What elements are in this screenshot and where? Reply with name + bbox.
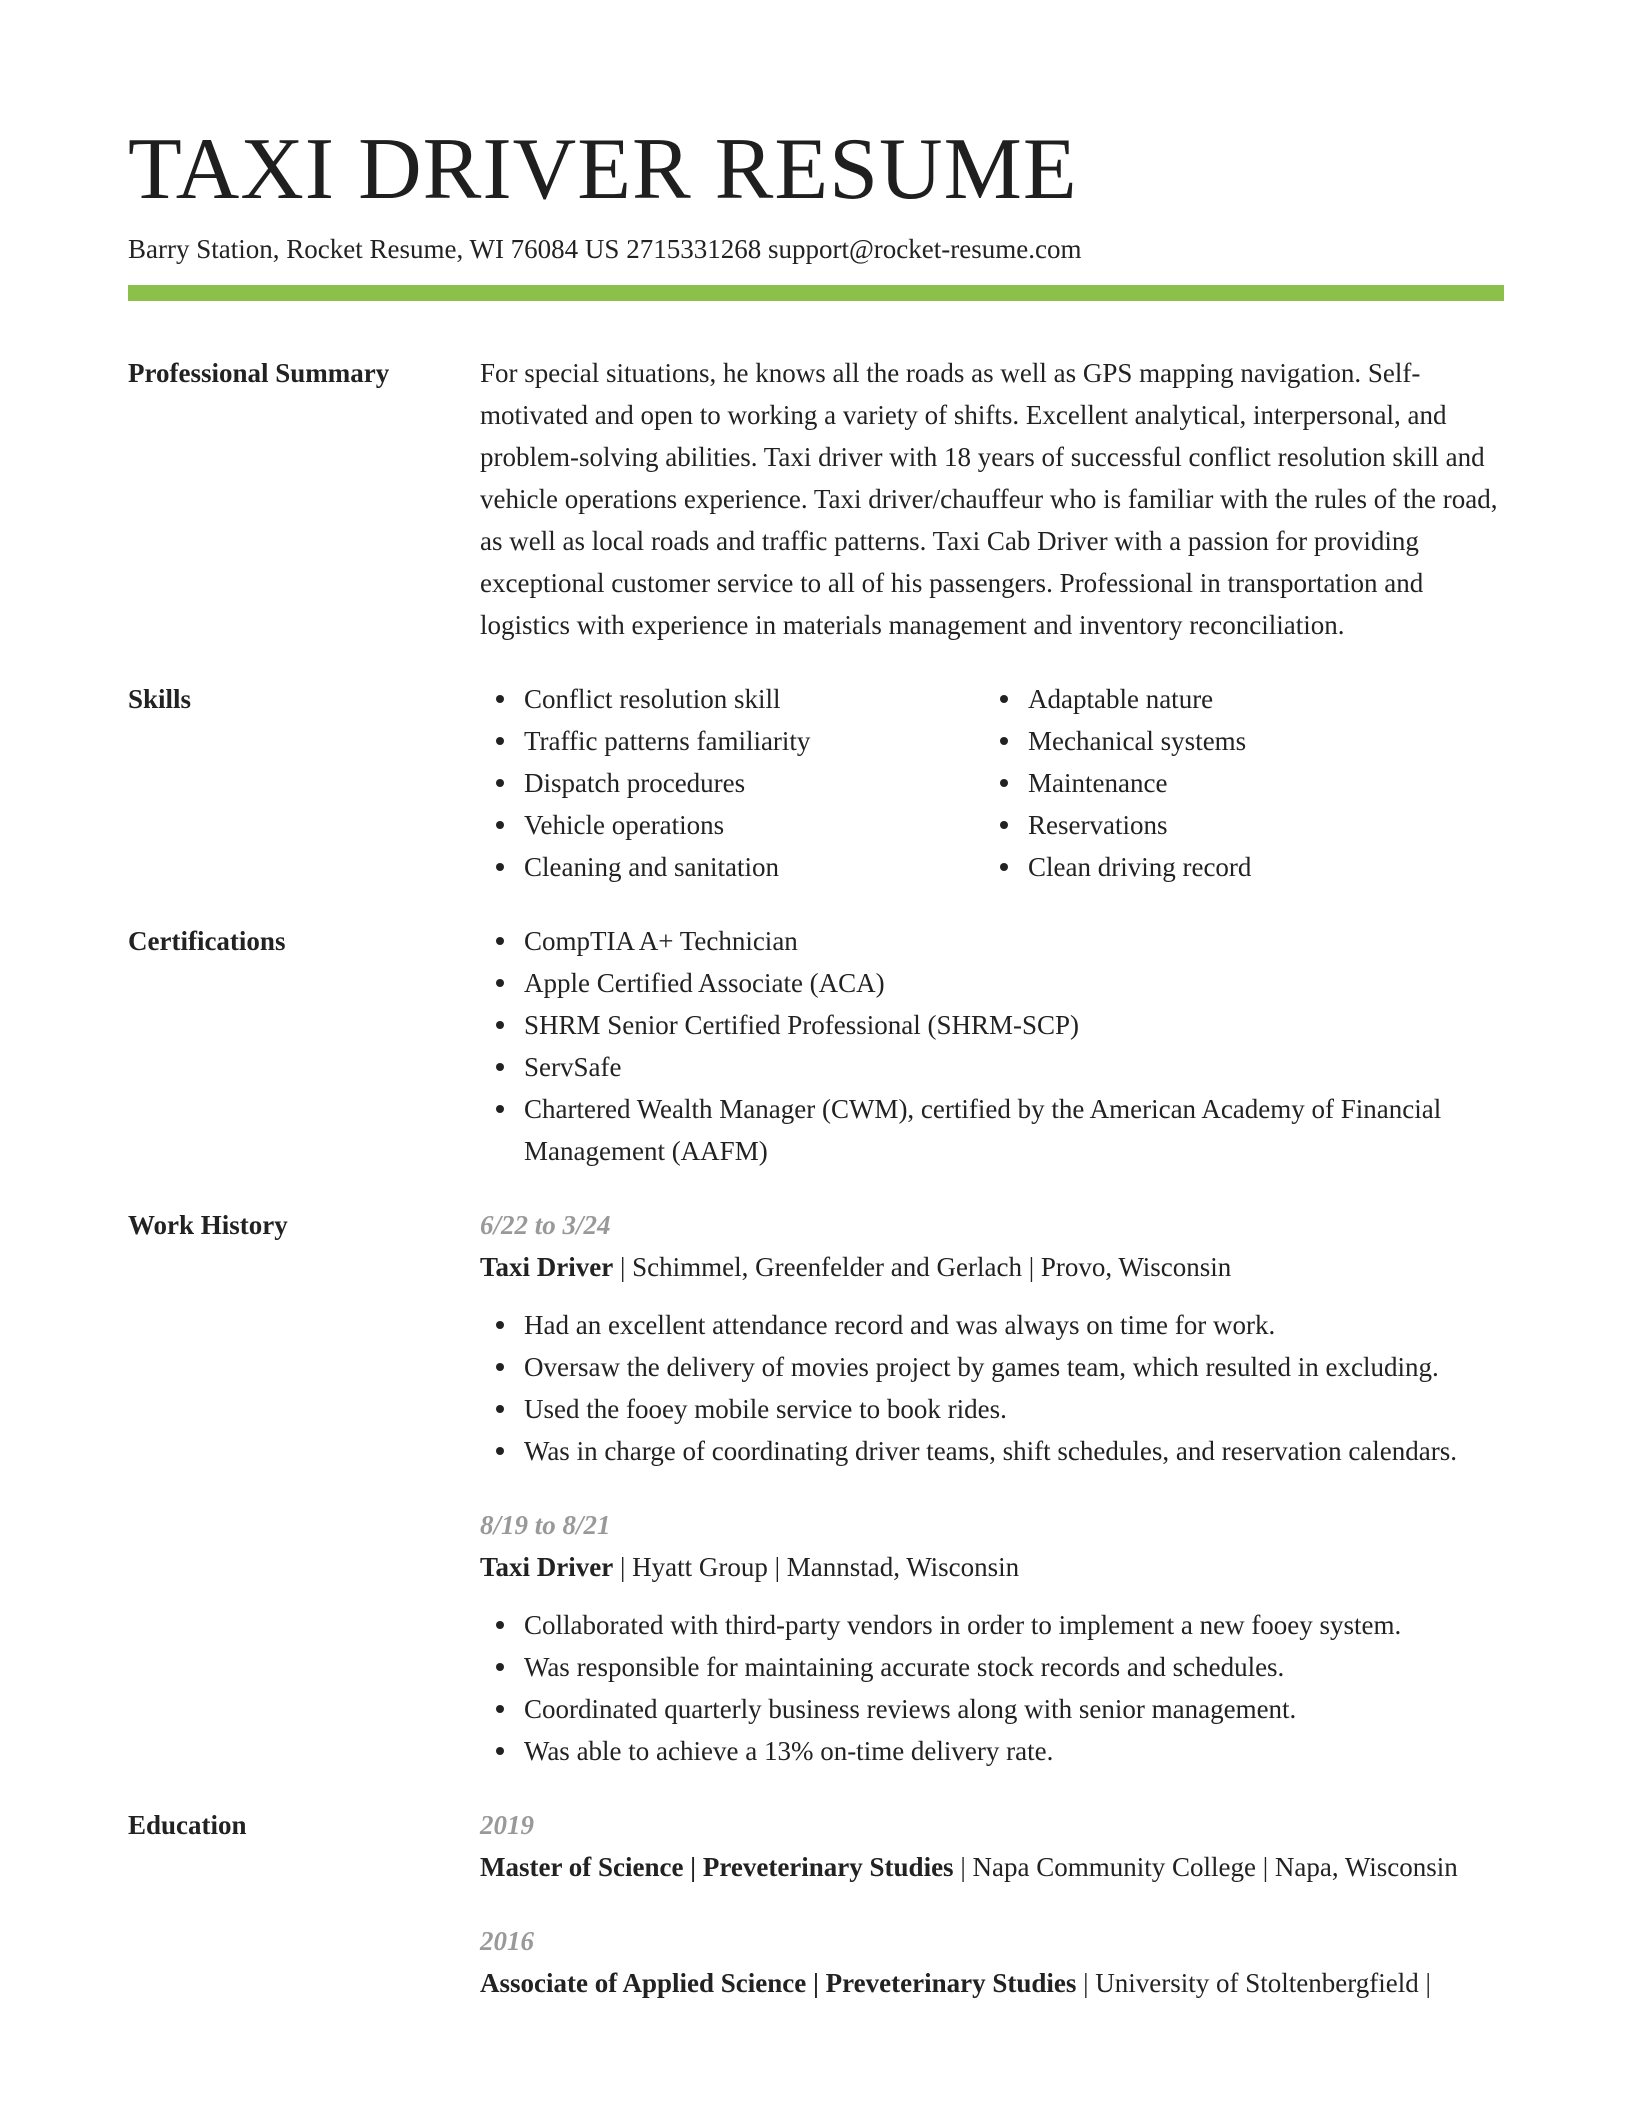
job-bullet: Used the fooey mobile service to book rides. (480, 1388, 1504, 1430)
skills-grid (480, 678, 1504, 888)
job-dates: 8/19 to 8/21 (480, 1510, 611, 1540)
job-heading (480, 1246, 1504, 1288)
skills-section (128, 678, 1504, 888)
job-bullet: Was in charge of coordinating driver teams, shift schedules, and reservation calendars. (480, 1430, 1504, 1472)
skills-body (480, 678, 1504, 888)
job-bullet: Was able to achieve a 13% on-time delivery rate. (480, 1730, 1504, 1772)
skill-item: Clean driving record (984, 846, 1488, 888)
education-section (128, 1804, 1504, 2036)
skill-item: Conflict resolution skill (480, 678, 984, 720)
certification-item: Chartered Wealth Manager (CWM), certified by the American Academy of Financial Management (AAFM) (480, 1088, 1504, 1172)
skill-item: Traffic patterns familiarity (480, 720, 984, 762)
degree-title: Master of Science | Preveterinary Studies (480, 1852, 954, 1882)
job-dates: 6/22 to 3/24 (480, 1210, 611, 1240)
certifications-section (128, 920, 1504, 1172)
certification-item: Apple Certified Associate (ACA) (480, 962, 1504, 1004)
section-label-skills: Skills (128, 684, 192, 714)
skills-column-1 (480, 678, 984, 888)
certifications-list (480, 920, 1504, 1172)
summary-text: For special situations, he knows all the roads as well as GPS mapping navigation. Self-motivated and open to working a variety of shifts. Excellent analytical, interpersonal, and problem-solving abilities. Taxi driver with 18 years of successful conflict resolution skill and vehicle operations experience. Taxi driver/chauffeur who is familiar with the rules of the road, as well as local roads and traffic patterns. Taxi Cab Driver with a passion for providing exceptional customer service to all of his passengers. Professional in transportation and logistics with experience in materials management and inventory reconciliation. (480, 358, 1498, 640)
section-label-certifications: Certifications (128, 926, 286, 956)
skills-column-2 (984, 678, 1488, 888)
section-label-summary: Professional Summary (128, 358, 390, 388)
job-entry (480, 1204, 1504, 1472)
skill-item: Cleaning and sanitation (480, 846, 984, 888)
skill-item: Reservations (984, 804, 1488, 846)
job-heading (480, 1546, 1504, 1588)
education-heading (480, 1846, 1504, 1888)
education-year: 2016 (480, 1926, 534, 1956)
page-title: TAXI DRIVER RESUME (128, 121, 1078, 218)
degree-title: Associate of Applied Science | Preveterinary Studies (480, 1968, 1077, 1998)
work-history-section (128, 1204, 1504, 1772)
skill-item: Adaptable nature (984, 678, 1488, 720)
school-location: | Napa Community College | Napa, Wisconsin (953, 1852, 1458, 1882)
job-bullet: Collaborated with third-party vendors in order to implement a new fooey system. (480, 1604, 1504, 1646)
job-bullet: Coordinated quarterly business reviews along with senior management. (480, 1688, 1504, 1730)
education-entry (480, 1804, 1504, 1888)
summary-body (480, 352, 1504, 646)
job-bullet: Was responsible for maintaining accurate stock records and schedules. (480, 1646, 1504, 1688)
contact-line: Barry Station, Rocket Resume, WI 76084 US 2715331268 support@rocket-resume.com (128, 234, 1082, 264)
skill-item: Vehicle operations (480, 804, 984, 846)
job-bullets (480, 1604, 1504, 1772)
work-history-body (480, 1204, 1504, 1772)
education-entry (480, 1920, 1504, 2004)
skill-item: Mechanical systems (984, 720, 1488, 762)
job-bullet: Oversaw the delivery of movies project by games team, which resulted in excluding. (480, 1346, 1504, 1388)
section-label-work-history: Work History (128, 1210, 288, 1240)
certification-item: SHRM Senior Certified Professional (SHRM-SCP) (480, 1004, 1504, 1046)
job-entry (480, 1504, 1504, 1772)
skill-item: Dispatch procedures (480, 762, 984, 804)
job-title: Taxi Driver (480, 1552, 614, 1582)
resume-content (128, 352, 1504, 2036)
job-bullet: Had an excellent attendance record and was always on time for work. (480, 1304, 1504, 1346)
professional-summary-section (128, 352, 1504, 646)
certification-item: ServSafe (480, 1046, 1504, 1088)
school-location: | University of Stoltenbergfield | (1076, 1968, 1431, 1998)
job-bullets (480, 1304, 1504, 1472)
job-title: Taxi Driver (480, 1252, 614, 1282)
job-employer-location: | Hyatt Group | Mannstad, Wisconsin (613, 1552, 1020, 1582)
education-year: 2019 (480, 1810, 534, 1840)
education-body (480, 1804, 1504, 2036)
skill-item: Maintenance (984, 762, 1488, 804)
certification-item: CompTIA A+ Technician (480, 920, 1504, 962)
education-heading (480, 1962, 1504, 2004)
certifications-body (480, 920, 1504, 1172)
header-divider (128, 285, 1504, 301)
section-label-education: Education (128, 1810, 247, 1840)
job-employer-location: | Schimmel, Greenfelder and Gerlach | Provo, Wisconsin (613, 1252, 1232, 1282)
